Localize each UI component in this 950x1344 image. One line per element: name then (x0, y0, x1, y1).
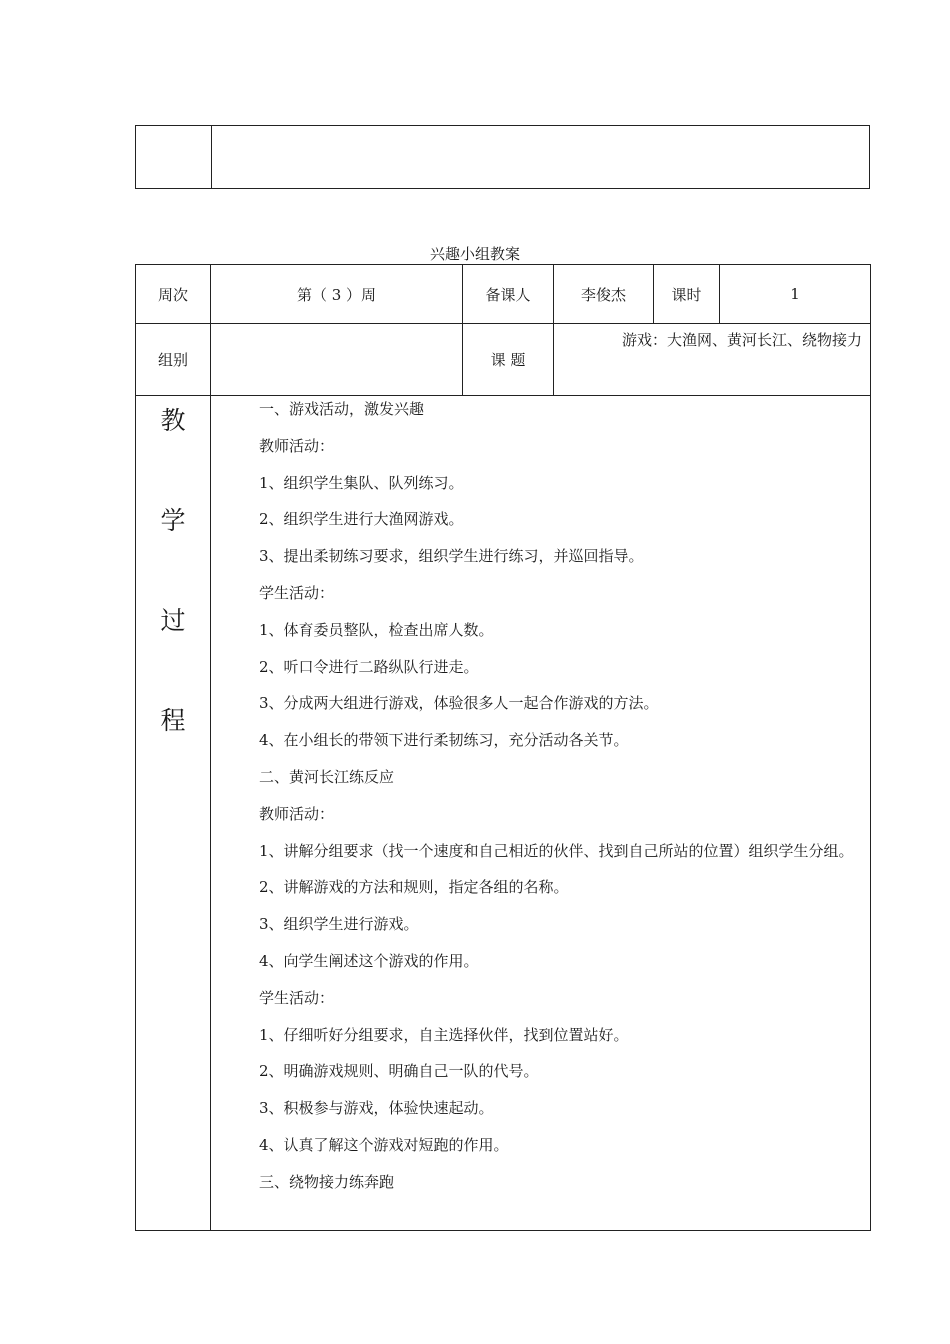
process-line: 3、积极参与游戏，体验快速起动。 (259, 1099, 494, 1118)
process-line: 2、听口令进行二路纵队行进走。 (259, 657, 479, 676)
process-line: 3、组织学生进行游戏。 (259, 915, 419, 934)
week-label: 周次 (136, 265, 211, 324)
group-label: 组别 (136, 324, 211, 396)
process-line: 1、体育委员整队，检查出席人数。 (259, 620, 494, 639)
process-line: 1、组织学生集队、队列练习。 (259, 473, 464, 492)
process-label-char: 学 (160, 506, 186, 535)
week-value: 第（ 3 ）周 (211, 265, 463, 324)
preparer-value: 李俊杰 (554, 265, 654, 324)
process-line: 4、向学生阐述这个游戏的作用。 (259, 951, 479, 970)
process-line: 3、分成两大组进行游戏，体验很多人一起合作游戏的方法。 (259, 694, 659, 713)
process-content (211, 396, 871, 1231)
process-line: 教师活动： (259, 804, 335, 823)
previous-page-table-fragment (135, 125, 870, 189)
process-label (136, 396, 211, 1231)
process-line: 2、讲解游戏的方法和规则，指定各组的名称。 (259, 878, 569, 897)
process-line: 4、在小组长的带领下进行柔韧练习，充分活动各关节。 (259, 731, 629, 750)
table-column-divider (211, 126, 212, 188)
process-line: 2、组织学生进行大渔网游戏。 (259, 510, 464, 529)
process-line: 1、仔细听好分组要求，自主选择伙伴，找到位置站好。 (259, 1025, 629, 1044)
process-line: 4、认真了解这个游戏对短跑的作用。 (259, 1135, 509, 1154)
process-line: 教师活动： (259, 436, 335, 455)
document-title: 兴趣小组教案 (429, 245, 520, 263)
process-line: 三、绕物接力练奔跑 (259, 1172, 395, 1191)
lesson-plan-table (135, 264, 871, 1231)
group-value (211, 324, 463, 396)
process-line: 二、黄河长江练反应 (259, 767, 395, 786)
process-line: 学生活动： (259, 583, 335, 602)
process-line: 学生活动： (259, 988, 335, 1007)
topic-label: 课 题 (463, 324, 554, 396)
process-label-char: 过 (160, 606, 186, 635)
topic-value: 游戏：大渔网、黄河长江、绕物接力 (554, 324, 871, 396)
process-row (136, 396, 871, 1231)
process-line: 2、明确游戏规则、明确自己一队的代号。 (259, 1062, 539, 1081)
process-line: 一、游戏活动，激发兴趣 (259, 400, 425, 418)
hours-label: 课时 (654, 265, 720, 324)
process-line: 3、提出柔韧练习要求，组织学生进行练习，并巡回指导。 (259, 547, 644, 566)
process-line: 1、讲解分组要求（找一个速度和自己相近的伙伴、找到自己所站的位置）组织学生分组。 (259, 841, 854, 860)
header-row (136, 265, 871, 324)
process-label-char: 程 (160, 706, 186, 735)
group-topic-row (136, 324, 871, 396)
process-label-char: 教 (160, 406, 186, 435)
preparer-label: 备课人 (463, 265, 554, 324)
hours-value: 1 (720, 265, 871, 324)
